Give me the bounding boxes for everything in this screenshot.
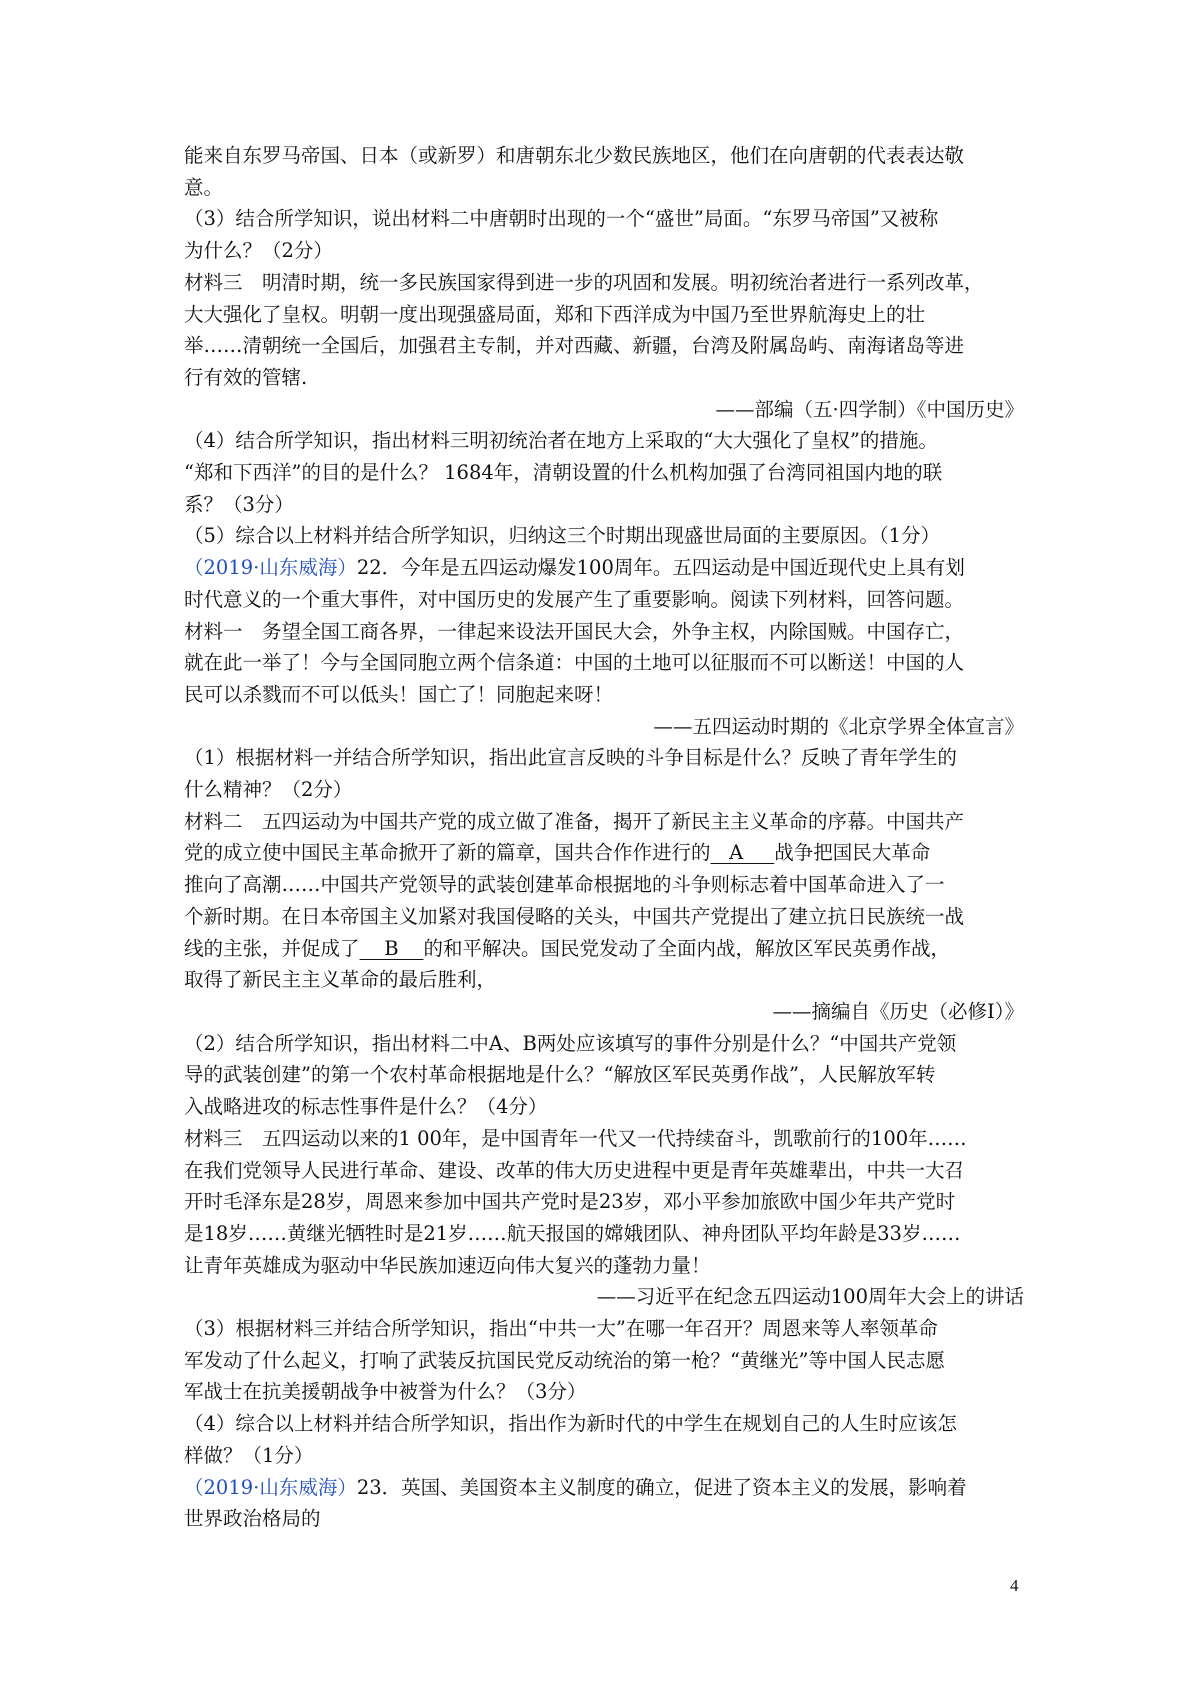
text-line: 取得了新民主主义革命的最后胜利， — [184, 968, 497, 992]
material-3-paragraph: 材料三 五四运动以来的1 00年，是中国青年一代又一代持续奋斗，凯歌前行的100年…… — [184, 1126, 967, 1150]
source-tag: （2019·山东威海） — [184, 556, 357, 580]
text-line: “郑和下西洋”的目的是什么？ 1684年，清朝设置的什么机构加强了台湾同祖国内地的联 — [184, 461, 943, 485]
page-number: 4 — [1010, 1576, 1019, 1595]
fill-blank-b: B — [359, 936, 424, 960]
text-line: 入战略进攻的标志性事件是什么？（4分） — [184, 1095, 548, 1119]
text-line: 行有效的管辖. — [184, 365, 308, 389]
question-22-heading — [184, 552, 1024, 584]
material-2-paragraph: 材料二 五四运动为中国共产党的成立做了准备，揭开了新民主主义革命的序幕。中国共产 — [184, 809, 965, 833]
question-3: （3）根据材料三并结合所学知识，指出“中共一大”在哪一年召开？周恩来等人率领革命 — [184, 1317, 938, 1341]
text-line: 个新时期。在日本帝国主义加紧对我国侵略的关头，中国共产党提出了建立抗日民族统一战 — [184, 904, 965, 928]
material-1-paragraph: 材料一 务望全国工商各界，一律起来设法开国民大会，外争主权，内除国贼。中国存亡， — [184, 619, 965, 643]
question-text: 22．今年是五四运动爆发100周年。五四运动是中国近现代史上具有划 — [356, 556, 965, 580]
question-23-heading — [184, 1472, 1024, 1504]
text-line: 民可以杀戮而不可以低头！国亡了！同胞起来呀！ — [184, 682, 614, 706]
citation: ——五四运动时期的《北京学界全体宣言》 — [653, 714, 1024, 738]
question-text: 23．英国、美国资本主义制度的确立，促进了资本主义的发展，影响着 — [356, 1475, 967, 1499]
text-line: 大大强化了皇权。明朝一度出现强盛局面，郑和下西洋成为中国乃至世界航海史上的壮 — [184, 302, 926, 326]
text-line: 就在此一举了！今与全国同胞立两个信条道：中国的土地可以征服而不可以断送！中国的人 — [184, 651, 965, 675]
question-5: （5）综合以上材料并结合所学知识，归纳这三个时期出现盛世局面的主要原因。（1分） — [184, 524, 941, 548]
text-line: 在我们党领导人民进行革命、建设、改革的伟大历史进程中更是青年英雄辈出，中共一大召 — [184, 1158, 965, 1182]
citation: ——习近平在纪念五四运动100周年大会上的讲话 — [596, 1285, 1024, 1309]
text-line — [184, 933, 1024, 965]
question-4: （4）综合以上材料并结合所学知识，指出作为新时代的中学生在规划自己的人生时应该怎 — [184, 1412, 957, 1436]
text-line: 开时毛泽东是28岁，周恩来参加中国共产党时是23岁，邓小平参加旅欧中国少年共产党时 — [184, 1190, 956, 1214]
text-line: 系？（3分） — [184, 492, 294, 516]
citation: ——部编（五·四学制）《中国历史》 — [715, 397, 1024, 421]
text-line: 能来自东罗马帝国、日本（或新罗）和唐朝东北少数民族地区，他们在向唐朝的代表表达敬 — [184, 144, 965, 167]
text-line: 推向了高潮……中国共产党领导的武装创建革命根据地的斗争则标志着中国革命进入了一 — [184, 873, 945, 897]
text-line: 时代意义的一个重大事件，对中国历史的发展产生了重要影响。阅读下列材料，回答问题。 — [184, 587, 965, 611]
text-line: 举……清朝统一全国后，加强君主专制，并对西藏、新疆，台湾及附属岛屿、南海诸岛等进 — [184, 334, 965, 358]
question-3: （3）结合所学知识，说出材料二中唐朝时出现的一个“盛世”局面。“东罗马帝国”又被称 — [184, 207, 939, 231]
question-1: （1）根据材料一并结合所学知识，指出此宣言反映的斗争目标是什么？反映了青年学生的 — [184, 746, 957, 770]
text-line: 军发动了什么起义，打响了武装反抗国民党反动统治的第一枪？“黄继光”等中国人民志愿 — [184, 1348, 945, 1372]
question-4: （4）结合所学知识，指出材料三明初统治者在地方上采取的“大大强化了皇权”的措施。 — [184, 429, 938, 453]
text-line: 让青年英雄成为驱动中华民族加速迈向伟大复兴的蓬勃力量！ — [184, 1253, 711, 1277]
source-tag: （2019·山东威海） — [184, 1475, 357, 1499]
text-line: 是18岁……黄继光牺牲时是21岁……航天报国的嫦娥团队、神舟团队平均年龄是33岁…… — [184, 1221, 961, 1245]
text-line: 意。 — [184, 175, 224, 199]
text-segment: 线的主张，并促成了 — [184, 936, 360, 960]
text-line: 什么精神？（2分） — [184, 778, 353, 802]
text-line: 为什么？（2分） — [184, 239, 333, 263]
question-2: （2）结合所学知识，指出材料二中A、B两处应该填写的事件分别是什么？“中国共产党领 — [184, 1031, 957, 1055]
citation: ——摘编自《历史（必修Ⅰ）》 — [772, 999, 1024, 1023]
material-3-paragraph: 材料三 明清时期，统一多民族国家得到进一步的巩固和发展。明初统治者进行一系列改革， — [184, 270, 984, 294]
text-line: 样做？（1分） — [184, 1443, 314, 1467]
text-line — [184, 837, 1024, 869]
text-line: 军战士在抗美援朝战争中被誉为什么？（3分） — [184, 1380, 587, 1404]
text-segment: 党的成立使中国民主革命掀开了新的篇章，国共合作作进行的 — [184, 841, 711, 865]
text-segment: 的和平解决。国民党发动了全面内战，解放区军民英勇作战， — [423, 936, 950, 960]
page-body — [184, 140, 1024, 1535]
fill-blank-a: A — [710, 841, 775, 865]
text-line: 世界政治格局的 — [184, 1507, 321, 1531]
text-line: 导的武装创建”的第一个农村革命根据地是什么？“解放区军民英勇作战”，人民解放军转 — [184, 1063, 936, 1087]
text-segment: 战争把国民大革命 — [774, 841, 931, 865]
